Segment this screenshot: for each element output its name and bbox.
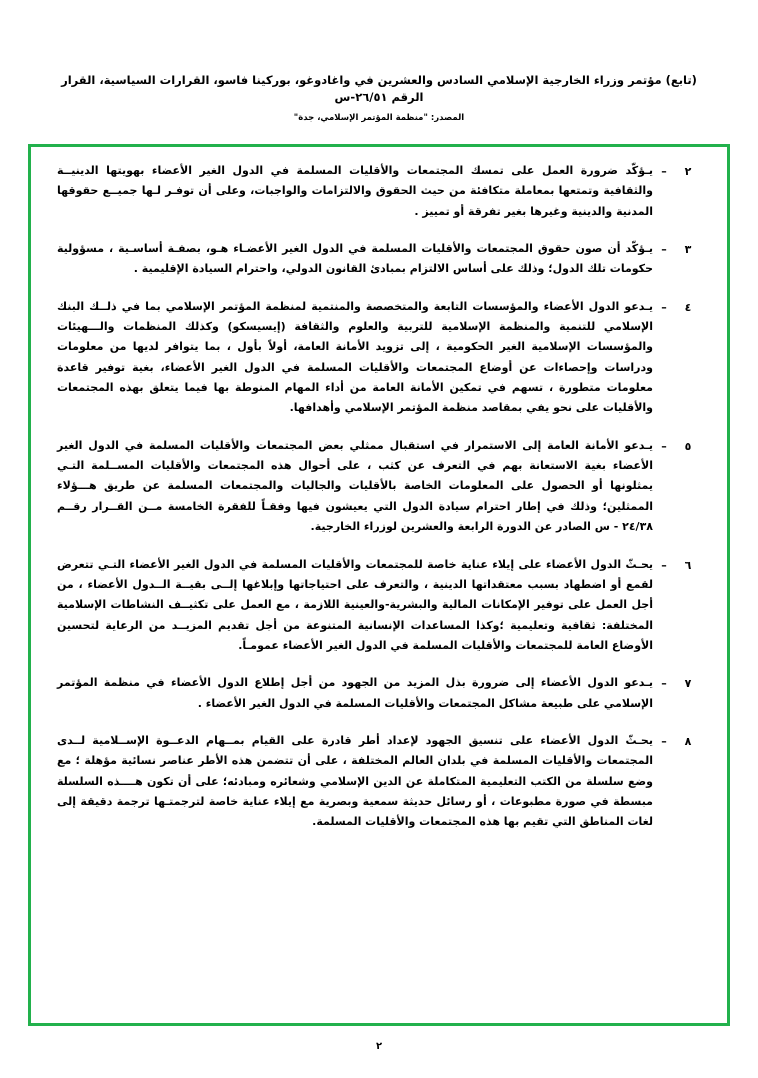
document-header — [55, 72, 703, 123]
clause-text: يـدعو الدول الأعضاء والمؤسسات التابعة والمتخصصة والمنتمية لمنظمة المؤتمر الإسلامي بما في ذلــك البنك الإسلامي للتنمية والمنظمة الإسلامية للتربية والعلوم والثقافة (إيسيسكو) وكذلك المنظمات والـــهيئات والمؤسسات الإسلامية الغير الحكومية ، إلى تزويد الأمانة العامة، أولاً بأول ، بما يتوافر لديها من معلومات ودراسات وإحصاءات عن أوضاع المجتمعات والأقليات المسلمة في الدول الغير الأعضاء، بغية توفير قاعدة معلومات متطورة ، تسهم في تمكين الأمانة العامة من أداء المهام المنوطة بها فيما يتعلق بهذه المجتمعات والأقليات على نحو يفي بمقاصد منظمة المؤتمر الإسلامي وأهدافها. — [57, 299, 653, 415]
clause-item — [53, 161, 701, 222]
document-source: المصدر: "منظمة المؤتمر الإسلامي، جدة" — [293, 112, 465, 123]
clause-text: يـؤكّد ضرورة العمل على تمسك المجتمعات والأقليات المسلمة في الدول الغير الأعضاء بهويتها الدينيــة والثقافية وتمتعها بمعاملة متكافئة من حيث الحقوق والالتزامات والواجبات، وعلى أن توفـر لـها جميــع حقوقها المدنية والدينية وغيرها بغير تفرقة أو تمييز . — [57, 164, 653, 218]
clause-number: ٢ — [684, 165, 692, 178]
clause-item — [53, 297, 701, 419]
clause-text: يـدعو الأمانة العامة إلى الاستمرار في استقبال ممثلي بعض المجتمعات والأقليات المسلمة في الدول الغير الأعضاء بغية الاستعانة بهم في التعرف عن كثب ، على أحوال هذه المجتمعات والأقليات المســلمة التـي يمثلونها أو الحصول على المعلومات الخاصة بالأقليات والجاليات والمجتمعات المسلمة عن طريق هـــؤلاء الممثلين؛ وذلك في إطار احترام سيادة الدول التي يعيشون فيها وفقـاً للفقرة الخامسة مــن القــرار رقــم ٢٤/٣٨ - س الصادر عن الدورة الرابعة والعشرين لوزراء الخارجية. — [57, 438, 653, 534]
clause-item — [53, 731, 701, 833]
clause-item — [53, 673, 701, 714]
page-title: (تابع) مؤتمر وزراء الخارجية الإسلامي السادس والعشرين في واغادوغو، بوركينا فاسو، القرارات السياسية، القرار الرقم ٢٦/٥١-س — [61, 73, 697, 105]
clause-number: ٥ — [684, 439, 692, 453]
clause-dash: – — [661, 734, 667, 748]
clause-text: يحـثّ الدول الأعضاء على إيلاء عناية خاصة للمجتمعات والأقليات المسلمة في الدول الغير الأعضاء التـي تتعرض لقمع أو اضطهاد بسبب معتقداتها الدينية ، والتعرف على احتياجاتها وإبلاغها إلــى بقيــة الــدول الأعضاء ، من أجل العمل على توفير الإمكانات المالية والبشرية-والعينية اللازمة ، مع العمل على تكثيــف النشاطات الإسلامية المختلفة: ثقافية وتعليمية ؛وكذا المساعدات الإنسانية المتنوعة من أجل تقديم المزيــد من الرعاية لتحسين الأوضاع العامة للمجتمعات والأقليات المسلمة في الدول الغير الأعضاء عمومـاً. — [57, 557, 653, 652]
clause-dash: – — [661, 243, 667, 257]
clause-dash: – — [661, 165, 667, 178]
clause-list — [53, 161, 701, 833]
clause-item — [53, 555, 701, 657]
clause-number: ٤ — [684, 300, 692, 314]
page-number: ٢ — [375, 1041, 383, 1052]
clause-text: يـدعو الدول الأعضاء إلى ضرورة بذل المزيد من الجهود من أجل إطلاع الدول الأعضاء في منظمة المؤتمر الإسلامي على طبيعة مشاكل المجتمعات والأقليات المسلمة في الدول الغير الأعضاء . — [57, 676, 653, 710]
clause-dash: – — [661, 558, 667, 572]
clause-number: ٧ — [684, 677, 692, 691]
clause-text: يـؤكّد أن صون حقوق المجتمعات والأقليات المسلمة في الدول الغير الأعضـاء هـو، بصفـة أساسـية ، مسؤولية حكومات تلك الدول؛ وذلك على أساس الالتزام بمبادئ القانون الدولي، واحترام السيادة الإقليمية . — [57, 242, 653, 276]
clause-number: ٦ — [684, 558, 692, 572]
content-frame — [28, 144, 730, 1026]
clause-dash: – — [661, 439, 667, 453]
clause-text: يحـثّ الدول الأعضاء على تنسيق الجهود لإعداد أطر قادرة على القيام بمــهام الدعــوة الإســلامية لــدى المجتمعات والأقليات المسلمة في بلدان العالم المختلفة ، على أن تتضمن هذه الأطر عناصر نسائية مؤهلة ؛ مع وضع سلسلة من الكتب التعليمية المتكاملة عن الدين الإسلامي وشعائره ومبادئه؛ على أن تكون هــــذه السلسلة مبسطة في صورة مطبوعات ، أو رسائل حديثة سمعية وبصرية مع إيلاء عناية خاصة لترجمتـها ترجمة دقيقة إلى لغات المناطق التي تقيم بها هذه المجتمعات والأقليات المسلمة. — [57, 733, 653, 829]
clause-dash: – — [661, 677, 667, 691]
clause-number: ٨ — [684, 734, 692, 748]
clause-item — [53, 239, 701, 280]
clause-item — [53, 436, 701, 538]
clause-number: ٣ — [684, 243, 692, 257]
clause-dash: – — [661, 300, 667, 314]
